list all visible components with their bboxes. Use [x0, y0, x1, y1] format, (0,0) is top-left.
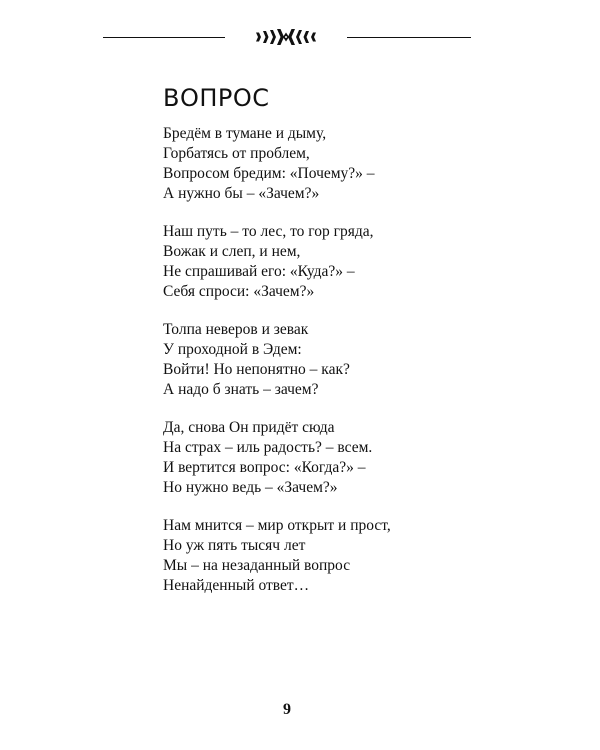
- decorative-vignette-icon: [250, 26, 320, 48]
- verse-line: Толпа неверов и зевак: [163, 321, 309, 338]
- header-ornament: [0, 22, 600, 52]
- verse-line: На страх – иль радость? – всем.: [163, 439, 373, 456]
- verse-line: Горбатясь от проблем,: [163, 145, 310, 162]
- stanza-4: [163, 418, 463, 498]
- verse-line: Не спрашивай его: «Куда?» –: [163, 263, 355, 280]
- verse-line: Мы – на незаданный вопрос: [163, 557, 351, 574]
- verse-line: Бредём в тумане и дыму,: [163, 125, 327, 142]
- stanza-5: [163, 516, 463, 596]
- verse-line: Вопросом бредим: «Почему?» –: [163, 165, 375, 182]
- verse-line: Да, снова Он придёт сюда: [163, 419, 335, 436]
- verse-line: Войти! Но непонятно – как?: [163, 361, 350, 378]
- right-rule: [347, 37, 471, 38]
- poem-title: ВОПРОС: [163, 84, 270, 112]
- verse-line: Но уж пять тысяч лет: [163, 537, 306, 554]
- page-number: 9: [283, 701, 291, 718]
- verse-line: Ненайденный ответ…: [163, 577, 310, 594]
- stanza-3: [163, 320, 463, 400]
- stanza-1: [163, 124, 463, 204]
- verse-line: Себя спроси: «Зачем?»: [163, 283, 315, 300]
- left-rule: [103, 37, 225, 38]
- verse-line: Вожак и слеп, и нем,: [163, 243, 301, 260]
- verse-line: Наш путь – то лес, то гор гряда,: [163, 223, 374, 240]
- stanza-2: [163, 222, 463, 302]
- verse-line: А надо б знать – зачем?: [163, 381, 319, 398]
- verse-line: А нужно бы – «Зачем?»: [163, 185, 320, 202]
- verse-line: Но нужно ведь – «Зачем?»: [163, 479, 338, 496]
- poem-body: [163, 124, 463, 614]
- verse-line: И вертится вопрос: «Когда?» –: [163, 459, 366, 476]
- verse-line: Нам мнится – мир открыт и прост,: [163, 517, 391, 534]
- verse-line: У проходной в Эдем:: [163, 341, 302, 358]
